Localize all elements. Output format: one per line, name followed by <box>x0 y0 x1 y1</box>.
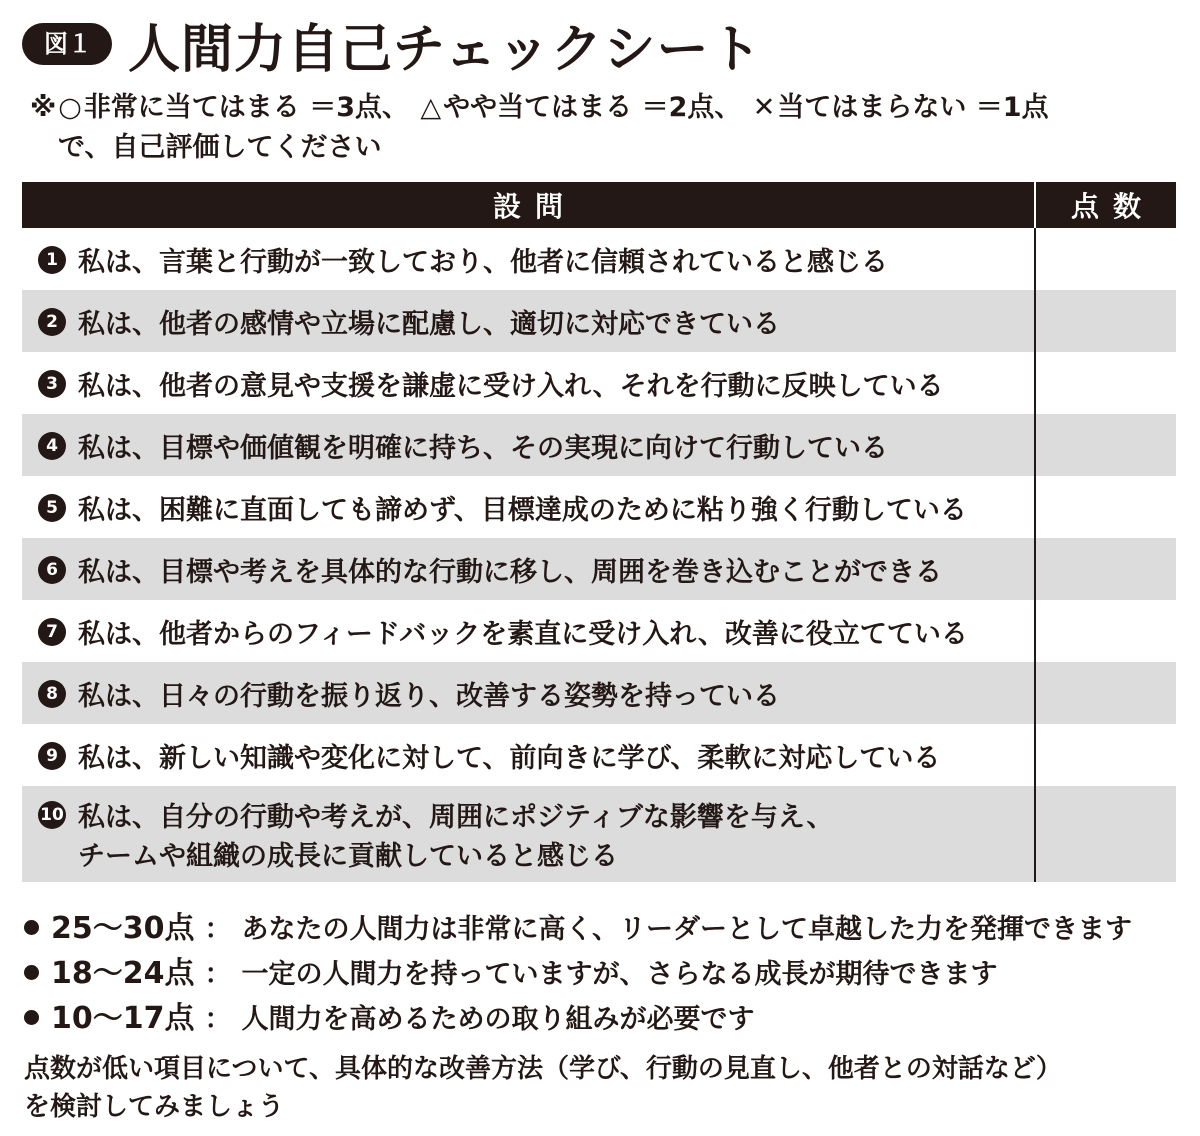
number-badge: 4 <box>38 432 66 460</box>
circle-mark-icon: ○ <box>58 92 82 123</box>
note-text-2: やや当てはまる ＝2点、 <box>443 92 742 123</box>
question-text: 私は、他者の感情や立場に配慮し、適切に対応できている <box>78 308 780 340</box>
number-badge: 5 <box>38 494 66 522</box>
question-cell <box>22 476 1035 538</box>
note-text-1: 非常に当てはまる ＝3点、 <box>83 92 409 123</box>
number-badge: 7 <box>38 618 66 646</box>
score-colon: ： <box>204 1004 232 1035</box>
footer-note <box>24 1050 1184 1126</box>
score-legend-item <box>24 996 1184 1041</box>
number-badge: 1 <box>38 246 66 274</box>
footer-line-1: 点数が低い項目について、具体的な改善方法（学び、行動の見直し、他者との対話など） <box>24 1054 1062 1084</box>
question-cell <box>22 414 1035 476</box>
score-description: あなたの人間力は非常に高く、リーダーとして卓越した力を発揮できます <box>241 914 1132 945</box>
score-cell[interactable] <box>1035 600 1176 662</box>
question-text-continued: チームや組織の成長に貢献していると感じる <box>78 841 618 872</box>
score-cell[interactable] <box>1035 476 1176 538</box>
question-column-header: 設問 <box>22 182 1035 228</box>
table-row <box>22 662 1176 724</box>
number-badge: 6 <box>38 556 66 584</box>
question-cell <box>22 662 1035 724</box>
score-range: 10〜17点 <box>51 1001 195 1036</box>
question-text: 私は、言葉と行動が一致しており、他者に信頼されていると感じる <box>78 246 888 278</box>
question-cell <box>22 228 1035 290</box>
question-text: 私は、目標や考えを具体的な行動に移し、周囲を巻き込むことができる <box>78 556 942 588</box>
number-badge: 10 <box>38 801 66 829</box>
score-range: 25〜30点 <box>51 911 195 946</box>
footer-line-2: を検討してみましょう <box>24 1092 285 1122</box>
score-range: 18〜24点 <box>51 956 195 991</box>
triangle-mark-icon: △ <box>420 92 442 123</box>
score-cell[interactable] <box>1035 352 1176 414</box>
instruction-note <box>30 88 1180 168</box>
question-text: 私は、自分の行動や考えが、周囲にポジティブな影響を与え、 <box>78 802 834 833</box>
check-table <box>22 182 1176 882</box>
score-column-header: 点数 <box>1035 182 1176 228</box>
question-cell <box>22 724 1035 786</box>
question-cell <box>22 786 1035 882</box>
table-header-row <box>22 182 1176 228</box>
header <box>22 8 762 80</box>
number-badge: 3 <box>38 370 66 398</box>
table-row <box>22 228 1176 290</box>
bullet-icon <box>24 965 39 980</box>
score-cell[interactable] <box>1035 538 1176 600</box>
instruction-line-1 <box>30 88 1180 128</box>
score-cell[interactable] <box>1035 290 1176 352</box>
bullet-icon <box>24 1010 39 1025</box>
note-text-3: 当てはまらない ＝1点 <box>777 92 1049 123</box>
score-cell[interactable] <box>1035 724 1176 786</box>
question-cell <box>22 538 1035 600</box>
cross-mark-icon: ✕ <box>752 92 776 123</box>
question-text: 私は、困難に直面しても諦めず、目標達成のために粘り強く行動している <box>78 494 967 526</box>
score-cell[interactable] <box>1035 414 1176 476</box>
score-legend <box>24 906 1184 1041</box>
table-row <box>22 414 1176 476</box>
question-text: 私は、他者の意見や支援を謙虚に受け入れ、それを行動に反映している <box>78 370 944 402</box>
score-description: 一定の人間力を持っていますが、さらなる成長が期待できます <box>241 959 998 990</box>
question-cell <box>22 290 1035 352</box>
question-cell <box>22 352 1035 414</box>
instruction-line-2: で、自己評価してください <box>58 132 382 163</box>
figure-badge: 図１ <box>22 23 112 65</box>
score-cell[interactable] <box>1035 662 1176 724</box>
table-row <box>22 600 1176 662</box>
question-text: 私は、他者からのフィードバックを素直に受け入れ、改善に役立てている <box>78 618 968 650</box>
number-badge: 8 <box>38 680 66 708</box>
table-row <box>22 538 1176 600</box>
score-description: 人間力を高めるための取り組みが必要です <box>241 1004 755 1035</box>
score-cell[interactable] <box>1035 228 1176 290</box>
score-cell[interactable] <box>1035 786 1176 882</box>
table-row <box>22 352 1176 414</box>
question-cell <box>22 600 1035 662</box>
table-row <box>22 290 1176 352</box>
page-title: 人間力自己チェックシート <box>128 19 763 80</box>
bullet-icon <box>24 920 39 935</box>
table-row <box>22 476 1176 538</box>
question-text: 私は、目標や価値観を明確に持ち、その実現に向けて行動している <box>78 432 888 464</box>
number-badge: 9 <box>38 742 66 770</box>
score-colon: ： <box>204 914 232 945</box>
note-prefix: ※ <box>30 92 57 123</box>
score-legend-item <box>24 951 1184 996</box>
table-row <box>22 724 1176 786</box>
question-text: 私は、日々の行動を振り返り、改善する姿勢を持っている <box>78 680 780 712</box>
table-row <box>22 786 1176 882</box>
score-legend-item <box>24 906 1184 951</box>
question-text: 私は、新しい知識や変化に対して、前向きに学び、柔軟に対応している <box>78 742 941 774</box>
number-badge: 2 <box>38 308 66 336</box>
score-colon: ： <box>204 959 232 990</box>
